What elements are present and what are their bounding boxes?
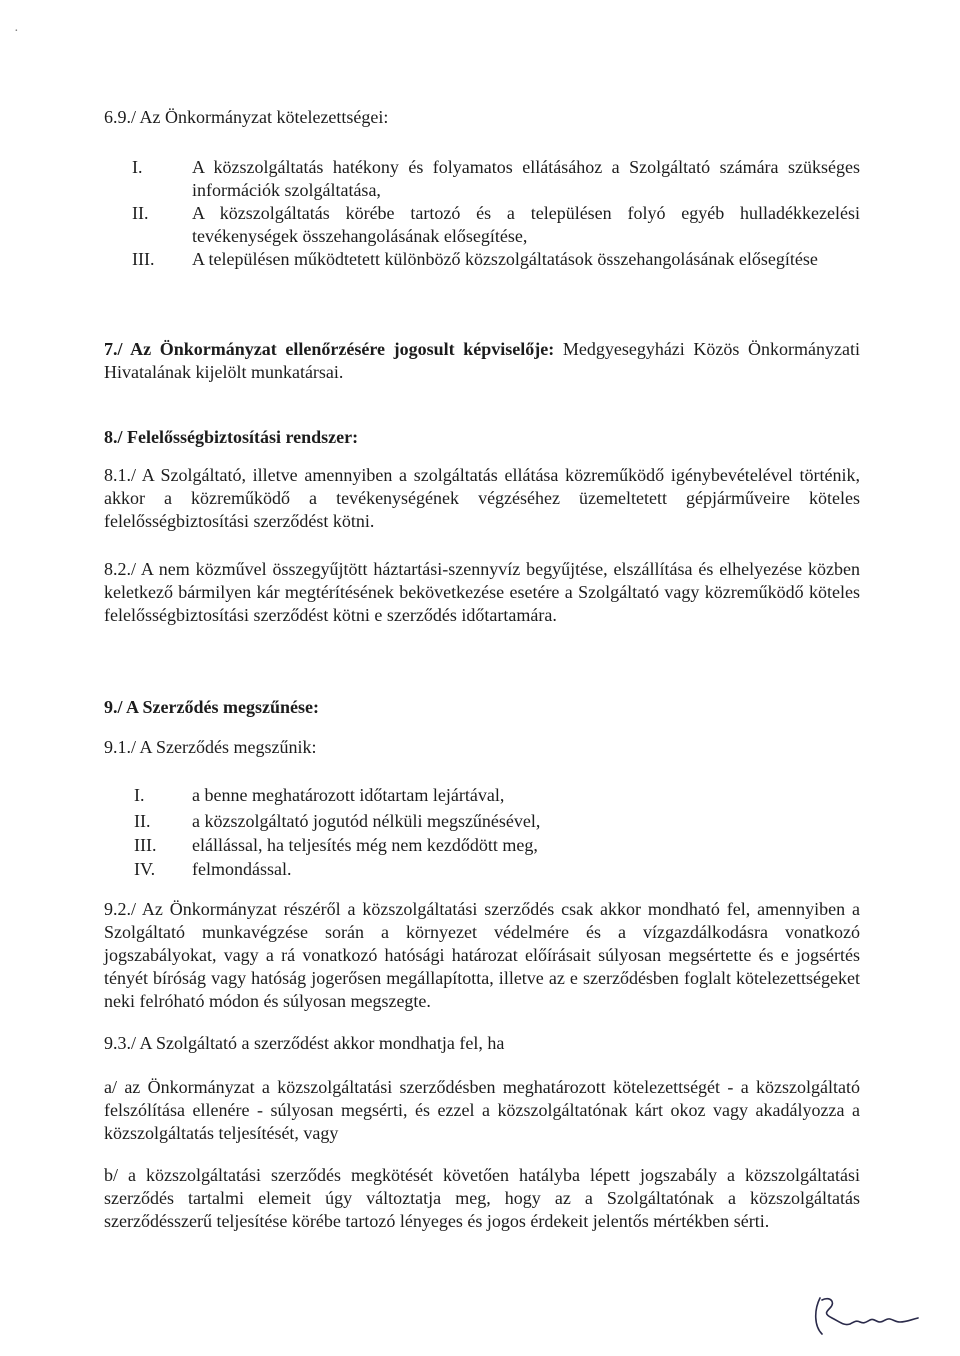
item-number: III. — [132, 249, 155, 269]
heading-9: 9./ A Szerződés megszűnése: — [104, 697, 319, 717]
section-7-label: 7./ Az Önkormányzat ellenőrzésére jogosult képviselője: — [104, 339, 555, 359]
list-item — [104, 810, 860, 833]
list-item — [104, 156, 860, 202]
heading-6-9: 6.9./ Az Önkormányzat kötelezettségei: — [104, 107, 389, 127]
item-text: felmondással. — [192, 859, 292, 879]
signature-mark — [810, 1292, 930, 1342]
heading-8: 8./ Felelősségbiztosítási rendszer: — [104, 427, 359, 447]
paragraph-9-3-a: a/ az Önkormányzat a közszolgáltatási szerződésben meghatározott kötelezettségét - a közszolgáltató felszólítása ellenére - súlyosan megsérti, és ezzel a közszolgáltatónak kárt okoz vagy akadályozza a közszolgáltatás teljesítését, vagy — [104, 1077, 860, 1143]
item-text: A közszolgáltatás hatékony és folyamatos ellátásához a Szolgáltató számára szükséges információk szolgáltatása, — [192, 157, 860, 200]
item-number: II. — [134, 811, 151, 831]
paragraph-9-3-b: b/ a közszolgáltatási szerződés megkötését követően hatályba lépett jogszabály a közszolgáltatási szerződés tartalmi elemeit úgy változtatja meg, hogy az a Szolgáltatónak a közszolgáltatás szerződésszerű teljesítése körébe tartozó lényeges és jogos érdekeit jelentős mértékben sérti. — [104, 1165, 860, 1231]
item-text: elállással, ha teljesítés még nem kezdődött meg, — [192, 835, 538, 855]
paragraph-8-2: 8.2./ A nem közművel összegyűjtött háztartási-szennyvíz begyűjtése, elszállítása és elhelyezése közben keletkező bármilyen kár megtérítésének bekövetkezése esetére a Szolgáltató vagy közreműködő köteles felelősségbiztosítási szerződést kötni e szerződés időtartamára. — [104, 559, 860, 625]
list-item — [104, 784, 860, 807]
item-text: a benne meghatározott időtartam lejártával, — [192, 785, 505, 805]
scan-speck: · — [14, 24, 19, 39]
item-number: III. — [134, 835, 157, 855]
list-item — [104, 858, 860, 881]
list-item — [104, 248, 860, 271]
list-6-9 — [104, 156, 860, 271]
item-number: I. — [134, 785, 145, 805]
section-7-text: Medgyesegyházi Közös Önkormányzati Hivatalának kijelölt munkatársai. — [104, 339, 861, 382]
section-7 — [104, 338, 860, 384]
list-9-1 — [104, 784, 860, 881]
paragraph-8-1: 8.1./ A Szolgáltató, illetve amennyiben a szolgáltatás ellátása közreműködő igénybevételével történik, akkor a közreműködő a tevékenységének végzéséhez üzemeltetett gépjárműveire köteles felelősségbiztosítási szerződést kötni. — [104, 465, 860, 531]
list-item — [104, 834, 860, 857]
paragraph-9-1: 9.1./ A Szerződés megszűnik: — [104, 737, 317, 757]
item-number: I. — [132, 157, 143, 177]
item-number: II. — [132, 203, 149, 223]
paragraph-9-2: 9.2./ Az Önkormányzat részéről a közszolgáltatási szerződés csak akkor mondható fel, amennyiben a Szolgáltató munkavégzése során a környezet védelmére és a vízgazdálkodásra vonatkozó jogszabályokat, vagy a rá vonatkozó hatósági határozat előírásait súlyosan megsértette és e jogsértés tényét bíróság vagy hatóság jogerősen megállapította, illetve az e szerződésben foglalt kötelezettségeket neki felróható módon és súlyosan megszegte. — [104, 899, 860, 1011]
item-text: a közszolgáltató jogutód nélküli megszűnésével, — [192, 811, 541, 831]
item-text: A településen működtetett különböző közszolgáltatások összehangolásának elősegítése — [192, 249, 818, 269]
paragraph-9-3: 9.3./ A Szolgáltató a szerződést akkor mondhatja fel, ha — [104, 1033, 505, 1053]
item-text: A közszolgáltatás körébe tartozó és a településen folyó egyéb hulladékkezelési tevékenységek összehangolásának elősegítése, — [192, 203, 860, 246]
item-number: IV. — [134, 859, 156, 879]
list-item — [104, 202, 860, 248]
